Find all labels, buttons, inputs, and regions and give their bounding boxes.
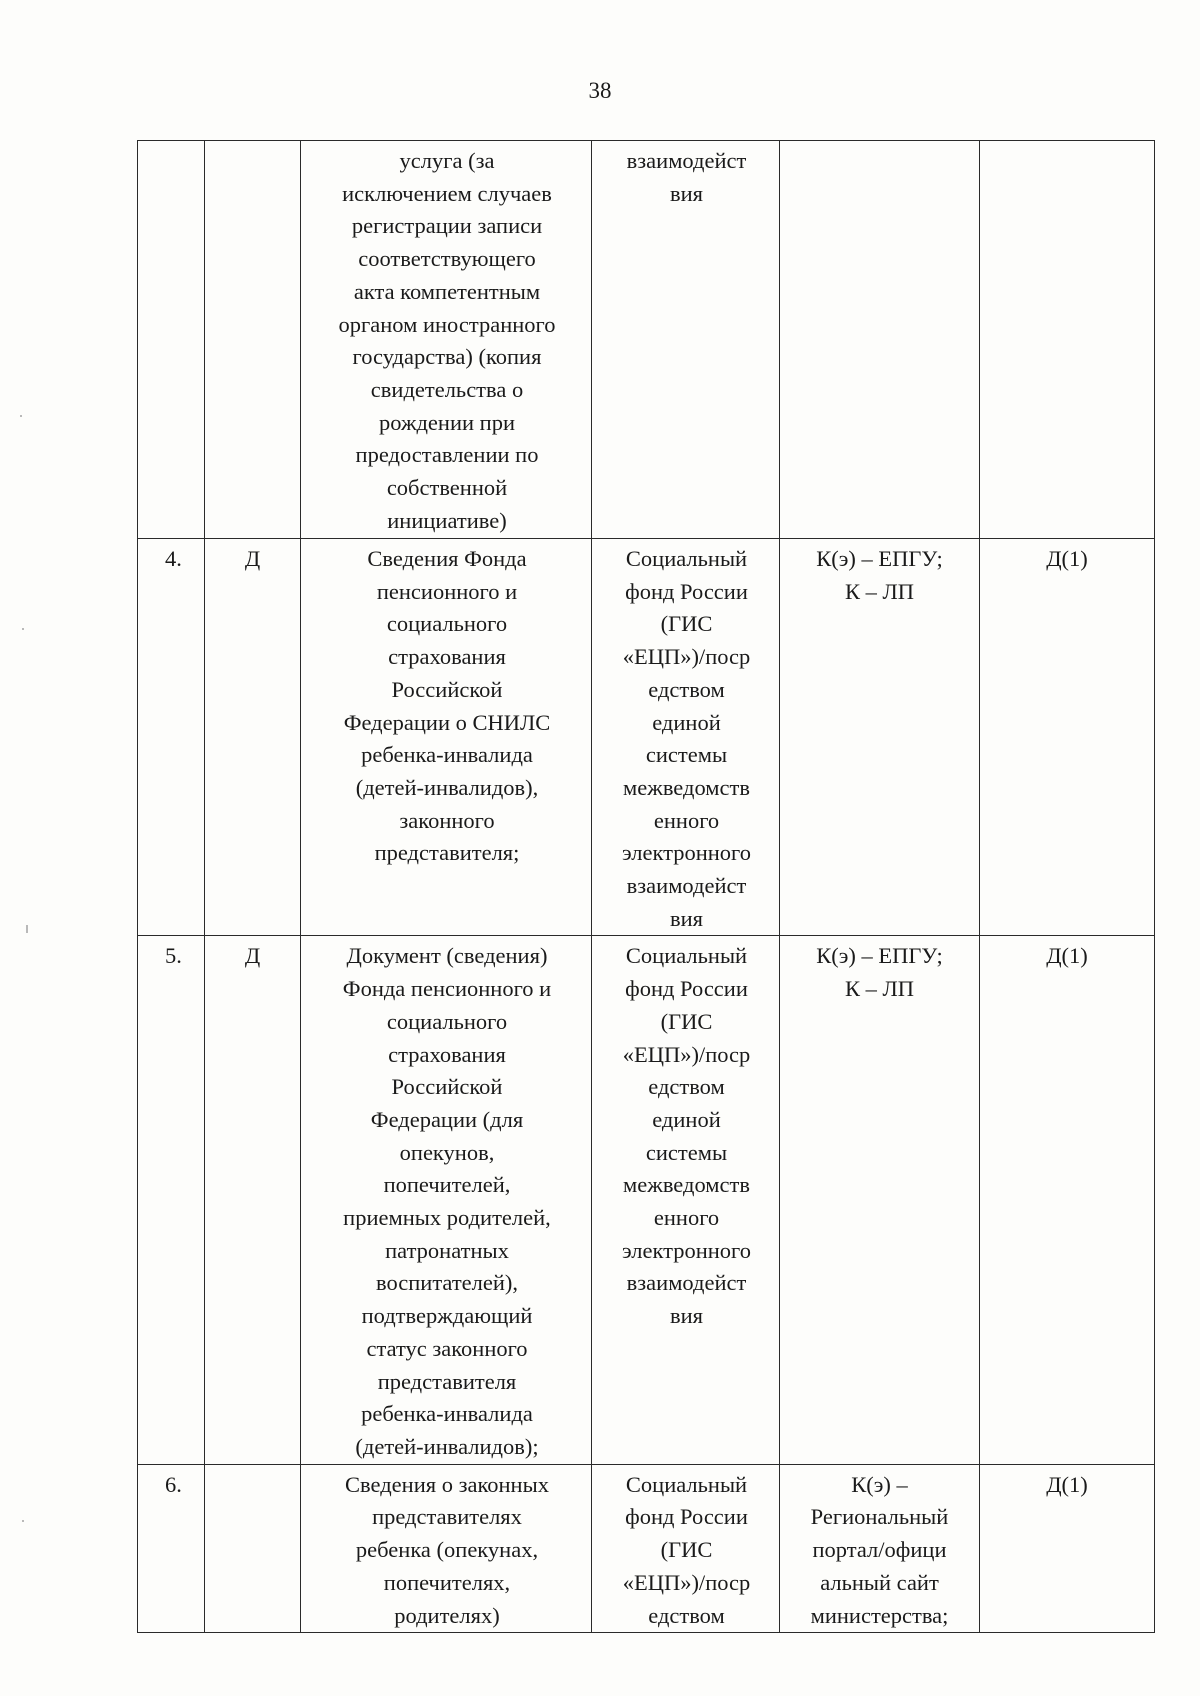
documents-table [137, 140, 1155, 1633]
document-name-cell: услуга (за исключением случаев регистрации записи соответствующего акта компетентным органом иностранного государства) (копия свидетельства о рождении при предоставлении по собственной инициативе) [301, 141, 592, 539]
document-code-cell [980, 141, 1155, 539]
scan-artifact [22, 1520, 24, 1522]
document-name-cell: Сведения о законных представителях ребенка (опекунах, попечителях, родителях) [301, 1464, 592, 1633]
submission-method-cell: К(э) – ЕПГУ; К – ЛП [780, 539, 980, 936]
document-name-cell: Документ (сведения) Фонда пенсионного и социального страхования Российской Федерации (для опекунов, попечителей, приемных родителей, патронатных воспитателей), подтверждающий статус законного представителя ребенка-инвалида (детей-инвалидов); [301, 936, 592, 1464]
scan-artifact [26, 925, 28, 933]
submission-method-cell: К(э) – ЕПГУ; К – ЛП [780, 936, 980, 1464]
document-source-cell: Социальный фонд России (ГИС «ЕЦП»)/поср едством единой системы межведомств енного электронного взаимодейст вия [592, 936, 780, 1464]
document-code-cell: Д(1) [980, 936, 1155, 1464]
document-type-cell: Д [205, 936, 301, 1464]
table-row [138, 141, 1155, 539]
row-number-cell [138, 141, 205, 539]
document-type-cell: Д [205, 539, 301, 936]
page-number: 38 [588, 78, 612, 103]
table-row [138, 936, 1155, 1464]
document-code-cell: Д(1) [980, 539, 1155, 936]
document-source-cell: Социальный фонд России (ГИС «ЕЦП»)/поср едством [592, 1464, 780, 1633]
document-name-cell: Сведения Фонда пенсионного и социального страхования Российской Федерации о СНИЛС ребенка-инвалида (детей-инвалидов), законного представителя; [301, 539, 592, 936]
submission-method-cell: К(э) – Региональный портал/офици альный сайт министерства; [780, 1464, 980, 1633]
row-number-cell: 5. [138, 936, 205, 1464]
row-number-cell: 6. [138, 1464, 205, 1633]
table-row [138, 539, 1155, 936]
document-type-cell [205, 1464, 301, 1633]
scan-artifact [20, 415, 22, 417]
document-source-cell: Социальный фонд России (ГИС «ЕЦП»)/поср едством единой системы межведомств енного электронного взаимодейст вия [592, 539, 780, 936]
table-row [138, 1464, 1155, 1633]
row-number-cell: 4. [138, 539, 205, 936]
document-source-cell: взаимодейст вия [592, 141, 780, 539]
scan-artifact [22, 628, 24, 630]
submission-method-cell [780, 141, 980, 539]
document-code-cell: Д(1) [980, 1464, 1155, 1633]
document-type-cell [205, 141, 301, 539]
